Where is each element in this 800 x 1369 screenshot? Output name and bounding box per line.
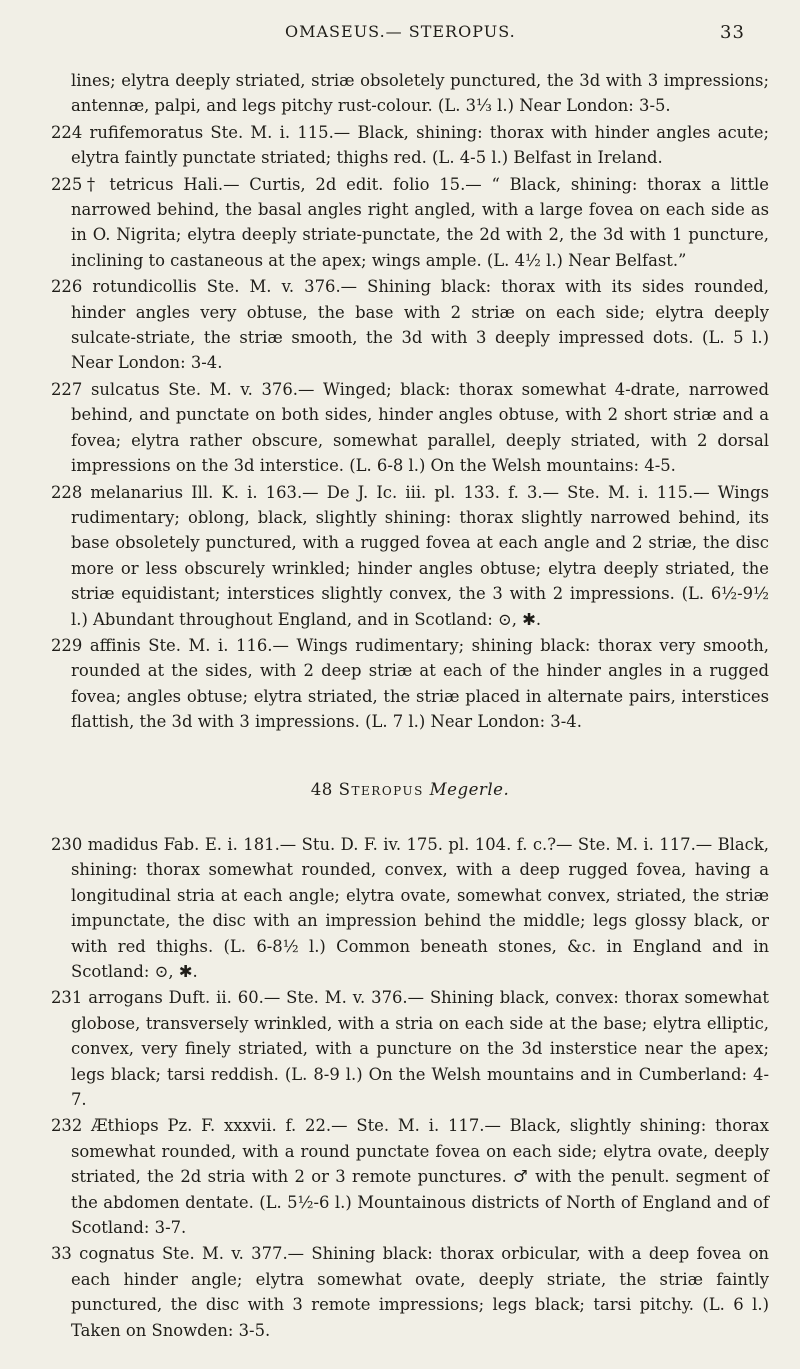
species-entry-233: 33 cognatus Ste. M. v. 377.— Shining black: thorax orbicular, with a deep fovea on each hinder angle; elytra somewhat ovate, deeply striate, the striæ faintly punctured, the disc with 3 remote impressions; legs black; tarsi pitchy. (L. 6 l.) Taken on Snowden: 3-5. <box>51 1244 769 1340</box>
species-entry-231: 231 arrogans Duft. ii. 60.— Ste. M. v. 376.— Shining black, convex: thorax somewhat globose, transversely wrinkled, with a stria on each side at the base; elytra elliptic, convex, very finely striated, with a puncture on the 3d insterstice near the apex; legs black; tarsi reddish. (L. 8-9 l.) On the Welsh mountains and in Cumberland: 4-7. <box>51 988 769 1110</box>
species-entry-229: 229 affinis Ste. M. i. 116.— Wings rudimentary; shining black: thorax very smooth, rounded at the sides, with 2 deep striæ at each of the hinder angles in a rugged fovea; angles obtuse; elytra striated, the striæ placed in alternate pairs, interstices flattish, the 3d with 3 impressions. (L. 7 l.) Near London: 3-4. <box>51 635 769 732</box>
genus-author: Megerle. <box>429 779 510 799</box>
species-entry-232: 232 Æthiops Pz. F. xxxvii. f. 22.— Ste. M. i. 117.— Black, slightly shining: thorax somewhat rounded, with a round punctate fovea on each side; elytra ovate, deeply striated, the 2d stria with 2 or 3 remote punctures. ♂ with the penult. segment of the abdomen dentate. (L. 5½-6 l.) Mountainous districts of North of England and of Scotland: 3-7. <box>51 1116 769 1238</box>
species-entry-227: 227 sulcatus Ste. M. v. 376.— Winged; black: thorax somewhat 4-drate, narrowed behind, and punctate on both sides, hinder angles obtuse, with 2 short striæ and a fovea; elytra rather obscure, somewhat parallel, deeply striated, with 2 dorsal impressions on the 3d interstice. (L. 6-8 l.) On the Welsh mountains: 4-5. <box>51 379 769 476</box>
species-entry-224: 224 rufifemoratus Ste. M. i. 115.— Black, shining: thorax with hinder angles acute; elytra faintly punctate striated; thighs red. (L. 4-5 l.) Belfast in Ireland. <box>51 122 769 168</box>
genus-heading <box>51 777 769 802</box>
body-text <box>51 68 769 1343</box>
continued-entry: lines; elytra deeply striated, striæ obsoletely punctured, the 3d with 3 impressions; antennæ, palpi, and legs pitchy rust-colour. (L. 3⅓ l.) Near London: 3-5. <box>71 71 769 116</box>
species-entry-226: 226 rotundicollis Ste. M. v. 376.— Shining black: thorax with its sides rounded, hinder angles very obtuse, the base with 2 striæ on each side; elytra deeply sulcate-striate, the striæ smooth, the 3d with 3 deeply impressed dots. (L. 5 l.) Near London: 3-4. <box>51 277 769 373</box>
page-number: 33 <box>720 22 745 43</box>
species-entry-228: 228 melanarius Ill. K. i. 163.— De J. Ic. iii. pl. 133. f. 3.— Ste. M. i. 115.— Wings rudimentary; oblong, black, slightly shining: thorax slightly narrowed behind, its base obsoletely punctured, with a rugged fovea at each angle and 2 striæ, the disc more or less obscurely wrinkled; hinder angles obtuse; elytra deeply striated, the striæ equidistant; interstices slightly convex, the 3 with 2 impressions. (L. 6½-9½ l.) Abundant throughout England, and in Scotland: ⊙, ✱. <box>51 482 769 629</box>
species-entry-225: 225† tetricus Hali.— Curtis, 2d edit. folio 15.— “ Black, shining: thorax a little narrowed behind, the basal angles right angled, with a large fovea on each side as in O. Nigrita; elytra deeply striate-punctate, the 2d with 2, the 3d with 1 puncture, inclining to castaneous at the apex; wings ample. (L. 4½ l.) Near Belfast.” <box>51 174 769 270</box>
genus-name: Steropus <box>338 779 424 799</box>
species-entry-230: 230 madidus Fab. E. i. 181.— Stu. D. F. iv. 175. pl. 104. f. c.?— Ste. M. i. 117.— Black, shining: thorax somewhat rounded, convex, with a deep rugged fovea, having a longitudinal stria at each angle; elytra ovate, somewhat convex, striated, the striæ impunctate, the disc with an impression behind the middle; legs glossy black, or with red thighs. (L. 6-8½ l.) Common beneath stones, &c. in England and in Scotland: ⊙, ✱. <box>51 834 769 981</box>
running-title: OMASEUS.— STEROPUS. <box>285 22 516 41</box>
genus-number: 48 <box>310 779 333 799</box>
